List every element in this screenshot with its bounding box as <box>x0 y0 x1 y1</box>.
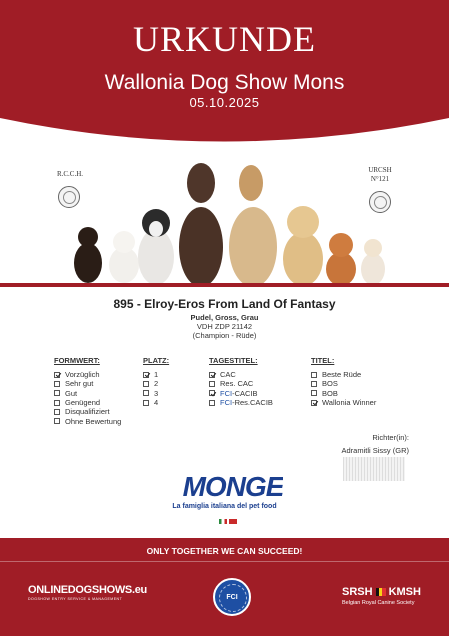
formwert-option <box>54 416 121 425</box>
option-label: Beste Rüde <box>322 370 362 380</box>
footer-divider <box>0 561 449 562</box>
option-label: Disqualifiziert <box>65 407 110 417</box>
formwert-option <box>54 370 121 379</box>
option-label: -CACIB <box>232 388 258 398</box>
checkbox-icon <box>54 390 60 396</box>
checkbox-icon <box>54 381 60 387</box>
kmsh-text: KMSH <box>388 586 421 598</box>
certificate-header <box>0 0 449 160</box>
dog-class: (Champion - Rüde) <box>192 331 257 340</box>
fci-prefix: FCI <box>220 398 233 408</box>
fci-globe-icon[interactable] <box>213 578 251 616</box>
ods-logo-text: ONLINEDOGSHOWS.eu <box>28 584 147 596</box>
option-label: BOB <box>322 388 338 398</box>
dogs-photo <box>70 155 390 288</box>
checked-box-icon <box>54 372 60 378</box>
checkbox-icon <box>143 400 149 406</box>
tagestitel-option <box>209 379 273 388</box>
checkbox-icon <box>143 381 149 387</box>
tagestitel-option <box>209 389 273 398</box>
show-name: Wallonia Dog Show Mons <box>104 71 345 94</box>
onlinedogshows-logo[interactable] <box>28 584 147 601</box>
sponsor-flags-icon <box>219 519 239 524</box>
fci-logo-text: FCI <box>226 594 238 601</box>
option-label: 2 <box>154 379 159 389</box>
option-label: Sehr gut <box>65 379 94 389</box>
checkbox-icon <box>209 381 215 387</box>
checkbox-icon <box>54 400 60 406</box>
titel-column <box>311 356 376 407</box>
srsh-kmsh-logo[interactable] <box>342 586 421 606</box>
footer-slogan: ONLY TOGETHER WE CAN SUCCEED! <box>146 546 303 556</box>
dog-registration: VDH ZDP 21142 <box>196 322 253 331</box>
judge-signature <box>343 457 405 481</box>
option-label: Wallonia Winner <box>322 398 377 408</box>
titel-option <box>311 370 376 379</box>
fci-prefix: FCI <box>220 388 233 398</box>
dog-breed: Pudel, Gross, Grau <box>190 313 259 322</box>
tagestitel-option <box>209 398 273 407</box>
formwert-heading: FORMWERT: <box>54 356 100 365</box>
checkbox-icon <box>54 418 60 424</box>
checkbox-icon <box>311 372 317 378</box>
option-label: 1 <box>154 370 159 380</box>
formwert-option <box>54 379 121 388</box>
srsh-logo-main <box>342 586 421 598</box>
certificate-title: URKUNDE <box>133 19 316 59</box>
option-label: CAC <box>220 370 236 380</box>
option-label: 3 <box>154 388 159 398</box>
show-date: 05.10.2025 <box>189 95 260 110</box>
ods-logo-subtitle: DOGSHOW ENTRY SERVICE & MANAGEMENT <box>28 597 123 601</box>
tagestitel-column <box>209 356 273 407</box>
option-label: Genügend <box>65 398 101 408</box>
checkbox-icon <box>311 390 317 396</box>
platz-heading: PLATZ: <box>143 356 170 365</box>
checked-box-icon <box>143 372 149 378</box>
dog-title: 895 - Elroy-Eros From Land Of Fantasy <box>113 297 336 311</box>
checked-box-icon <box>311 400 317 406</box>
platz-column <box>143 356 169 407</box>
titel-option <box>311 379 376 388</box>
checked-box-icon <box>209 372 215 378</box>
tagestitel-option <box>209 370 273 379</box>
option-label: Gut <box>65 388 78 398</box>
option-label: -Res.CACIB <box>232 398 273 408</box>
platz-option <box>143 398 169 407</box>
option-label: Res. CAC <box>220 379 254 389</box>
judge-label: Richter(in): <box>372 433 409 442</box>
formwert-option <box>54 389 121 398</box>
right-association-line2: N°121 <box>370 175 390 183</box>
platz-option <box>143 379 169 388</box>
platz-option <box>143 389 169 398</box>
left-association-label: R.C.C.H. <box>56 170 84 178</box>
checkbox-icon <box>54 409 60 415</box>
option-label: BOS <box>322 379 338 389</box>
belgian-flag-icon <box>376 588 386 596</box>
formwert-option <box>54 398 121 407</box>
formwert-option <box>54 407 121 416</box>
titel-option <box>311 389 376 398</box>
srsh-subtitle: Belgian Royal Canine Society <box>342 600 415 606</box>
judge-name: Adramitli Sissy (GR) <box>341 446 409 455</box>
right-association-line1: URCSH <box>368 166 392 174</box>
option-label: Vorzüglich <box>65 370 100 380</box>
platz-option <box>143 370 169 379</box>
formwert-column <box>54 356 121 426</box>
monge-logo <box>183 470 283 502</box>
option-label: 4 <box>154 398 159 408</box>
sponsor-tagline: La famiglia italiana del pet food <box>172 503 277 510</box>
titel-heading: TITEL: <box>311 356 335 365</box>
divider-bar <box>0 283 449 287</box>
tagestitel-heading: TAGESTITEL: <box>209 356 258 365</box>
srsh-text: SRSH <box>342 586 373 598</box>
checkbox-icon <box>311 381 317 387</box>
footer <box>0 538 449 636</box>
checkbox-icon <box>209 400 215 406</box>
checkbox-icon <box>143 390 149 396</box>
option-label: Ohne Bewertung <box>65 416 122 426</box>
checked-box-icon <box>209 390 215 396</box>
titel-option <box>311 398 376 407</box>
monge-logo-text: MONGE <box>183 471 283 502</box>
